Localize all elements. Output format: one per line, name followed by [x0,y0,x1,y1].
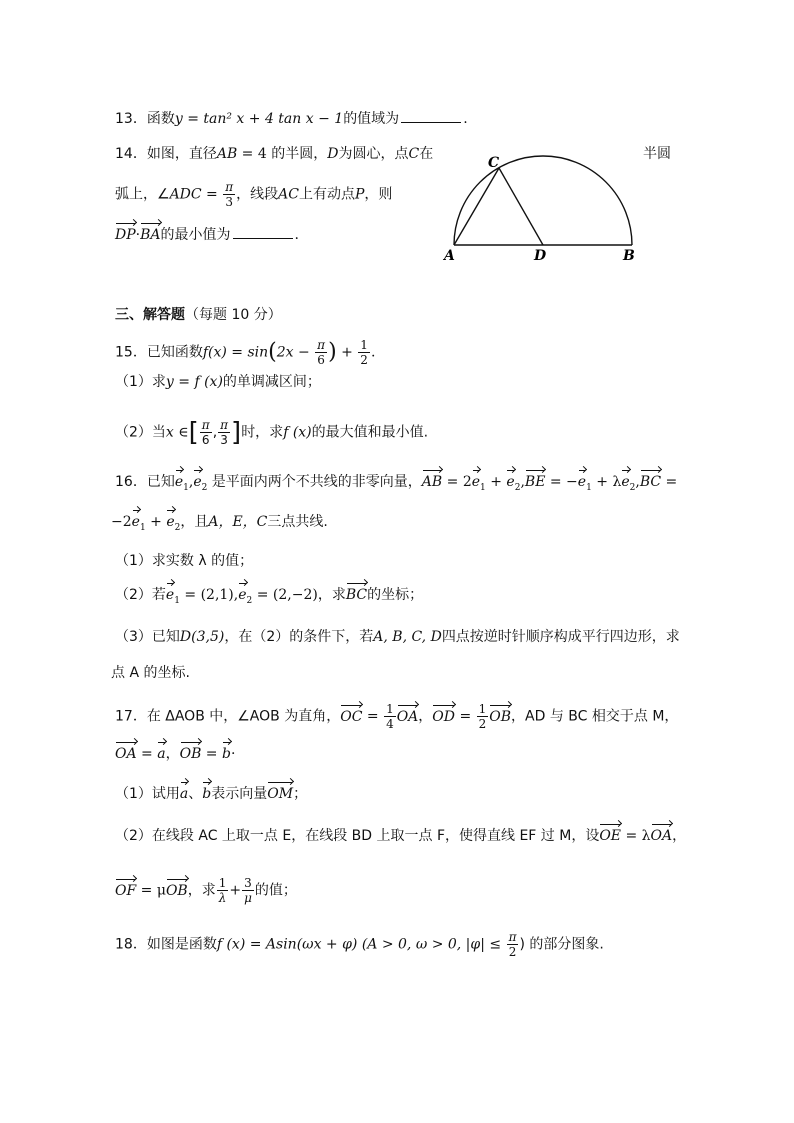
question-13: 13．函数y = tan² x + 4 tan x − 1的值域为 . [115,108,468,129]
question-18: 18．如图是函数f (x) = Asin(ωx + φ) (A > 0, ω > 0, |φ| ≤ $\frac{\pi}{2}$ ) 的部分图象. [115,930,604,959]
q18-number: 18． [115,936,147,953]
segment-ac [454,168,499,245]
q14-number: 14． [115,146,147,162]
question-16: 16．已知$e_1,e_2$ 是平面内两个不共线的非零向量，AB = $2e_1 + e_2,BE = -e_1 + \lambda e_2,BC$ = [115,474,678,493]
label-d: D [534,248,547,264]
q17-part2: （2）在线段 AC 上取一点 E，在线段 BD 上取一点 F，使得直线 EF 过 M，设OE = λOA， [115,828,687,844]
q17-part1: （1）试用a、b表示向量OM； [115,786,308,802]
vector-dp: DP [115,227,136,243]
q13-number: 13． [115,111,147,127]
q17-number: 17． [115,708,147,725]
q16-line2: $-2e_1 + e_2$，且A，E，C三点共线. [111,514,328,533]
question-14-line3: DP·BA的最小值为 . [115,224,299,245]
q15-part1: （1）求y = f (x)的单调减区间； [115,374,321,390]
q16-part3-cont: 点 A 的坐标. [111,665,190,681]
q15-part2: （2）当x ∈[ $\frac{\pi}{6}$ , $\frac{\pi}{3}$ ]时，求f (x)的最大值和最小值. [115,417,429,448]
question-15: 15．已知函数f(x) = sin(2x − $\frac{\pi}{6}$ ) + $\frac{1}{2}$ . [115,338,376,367]
q13-formula: y = tan² x + 4 tan x − 1 [174,111,344,127]
question-14-line2: 弧上，∠ADC = $\frac{\pi}{3}$ ，线段AC上有动点P，则 [115,180,393,209]
section-3-heading: 三、解答题（每题 10 分） [115,307,282,323]
segment-cd [499,168,543,245]
answer-blank [233,224,293,239]
q14-right-text: 半圆 [643,146,671,162]
q17-line2: OA = a，OB = b· [115,746,236,762]
q16-number: 16． [115,474,147,490]
question-17: 17．在 ΔAOB 中，∠AOB 为直角，OC = $\frac{1}{4}$ OA，OD = $\frac{1}{2}$ OB，AD 与 BC 相交于点 M， [115,702,679,731]
q16-part3: （3）已知D(3,5)，在（2）的条件下，若A, B, C, D四点按逆时针顺序构成平行四边形，求 [115,629,680,645]
q16-part2: （2）若$e_1 = (2,1),e_2 = (2,-2)$，求BC的坐标； [115,587,424,606]
vector-ba: BA [140,227,161,243]
question-14-line1: 14．如图，直径AB = 4 的半圆，D为圆心，点C在 [115,146,434,162]
semicircle-diagram [440,150,650,270]
fraction-pi-3: $\frac{\pi}{3}$ [225,180,234,209]
answer-blank [401,108,461,123]
label-b: B [623,248,635,264]
q15-number: 15． [115,344,147,361]
label-a: A [444,248,455,264]
label-c: C [488,155,500,171]
q17-part2-cont: OF = μOB，求 $\frac{1}{\lambda}$ + $\frac{3}{\mu}$ 的值； [115,876,297,905]
q16-part1: （1）求实数 λ 的值； [115,553,254,569]
